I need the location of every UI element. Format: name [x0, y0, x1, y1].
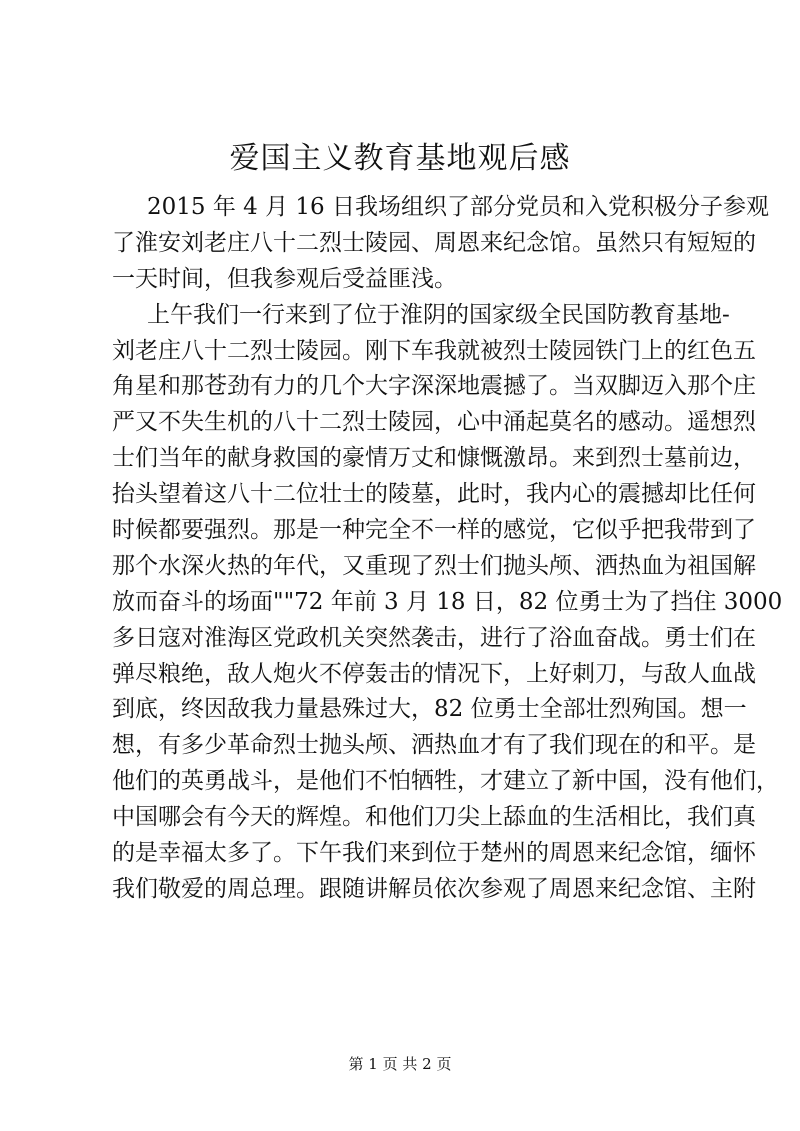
paragraph-2-line-9: 放而奋斗的场面""72 年前 3 月 18 日，82 位勇士为了挡住 3000	[112, 588, 783, 615]
paragraph-2-line-8: 那个水深火热的年代，又重现了烈士们抛头颅、洒热血为祖国解	[112, 552, 756, 579]
document-title: 爱国主义教育基地观后感	[229, 141, 571, 176]
paragraph-2-line-15: 中国哪会有今天的辉煌。和他们刀尖上舔血的生活相比，我们真	[112, 804, 756, 831]
paragraph-2-line-3: 角星和那苍劲有力的几个大字深深地震撼了。当双脚迈入那个庄	[112, 373, 756, 400]
paragraph-2-line-17: 我们敬爱的周总理。跟随讲解员依次参观了周恩来纪念馆、主附	[112, 875, 756, 902]
paragraph-1-line-3: 一天时间，但我参观后受益匪浅。	[112, 265, 457, 292]
paragraph-1-line-1: 2015 年 4 月 16 日我场组织了部分党员和入党积极分子参观	[147, 194, 769, 220]
paragraph-2-line-7: 时候都要强烈。那是一种完全不一样的感觉，它似乎把我带到了	[112, 517, 756, 544]
paragraph-2-line-13: 想，有多少革命烈士抛头颅、洒热血才有了我们现在的和平。是	[112, 732, 756, 759]
paragraph-2-line-1: 上午我们一行来到了位于淮阴的国家级全民国防教育基地-	[147, 301, 730, 328]
paragraph-2-line-16: 的是幸福太多了。下午我们来到位于楚州的周恩来纪念馆，缅怀	[112, 840, 756, 867]
paragraph-2-line-14: 他们的英勇战斗，是他们不怕牺牲，才建立了新中国，没有他们，	[112, 768, 779, 795]
page-number-footer: 第 1 页 共 2 页	[348, 1055, 452, 1073]
paragraph-2-line-6: 抬头望着这八十二位壮士的陵墓，此时，我内心的震撼却比任何	[112, 481, 756, 508]
paragraph-1-line-2: 了淮安刘老庄八十二烈士陵园、周恩来纪念馆。虽然只有短短的	[112, 229, 756, 256]
paragraph-2-line-2: 刘老庄八十二烈士陵园。刚下车我就被烈士陵园铁门上的红色五	[112, 337, 756, 364]
document-body	[112, 190, 783, 908]
paragraph-2-line-11: 弹尽粮绝，敌人炮火不停轰击的情况下，上好刺刀，与敌人血战	[112, 660, 756, 687]
paragraph-2-line-12: 到底，终因敌我力量悬殊过大，82 位勇士全部壮烈殉国。想一	[112, 696, 747, 723]
paragraph-2-line-10: 多日寇对淮海区党政机关突然袭击，进行了浴血奋战。勇士们在	[112, 624, 756, 651]
paragraph-2-line-5: 士们当年的献身救国的豪情万丈和慷慨激昂。来到烈士墓前边，	[112, 445, 756, 472]
paragraph-2-line-4: 严又不失生机的八十二烈士陵园，心中涌起莫名的感动。遥想烈	[112, 409, 756, 436]
